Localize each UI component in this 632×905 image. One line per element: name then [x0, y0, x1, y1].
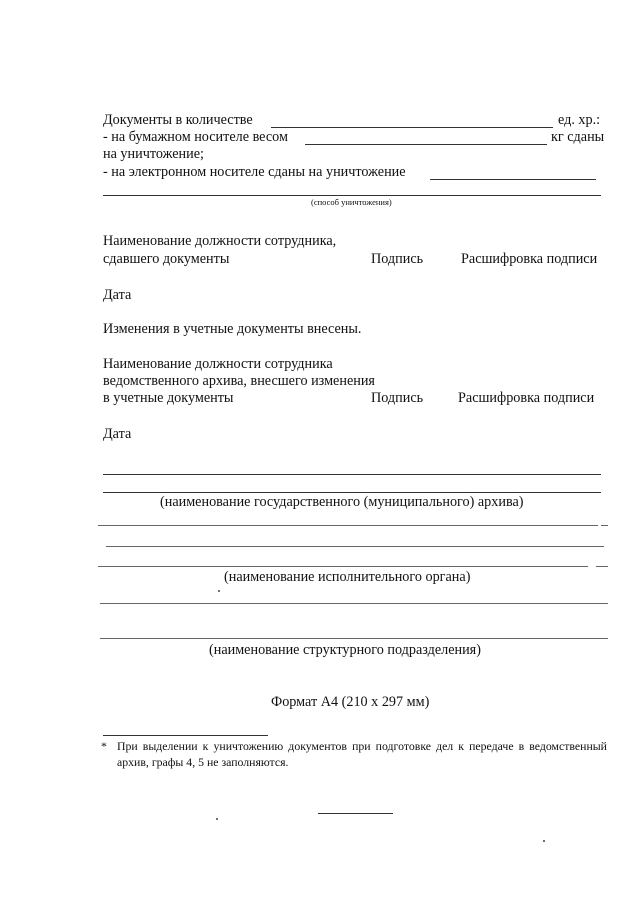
executive-body-field-1[interactable] — [98, 525, 598, 526]
scan-speck — [218, 590, 220, 592]
archive-position-line3: в учетные документы — [103, 390, 234, 406]
executive-body-field-3[interactable] — [98, 566, 588, 567]
state-archive-field-2[interactable] — [103, 492, 601, 493]
units-suffix: ед. хр.: — [558, 112, 601, 128]
handover-position-line1: Наименование должности сотрудника, — [103, 233, 337, 249]
destruction-method-caption: (способ уничтожения) — [311, 197, 392, 207]
executive-body-caption: (наименование исполнительного органа) — [224, 569, 471, 585]
paper-weight-suffix: кг сданы — [551, 129, 605, 145]
scan-speck-bottom-left — [216, 818, 218, 820]
executive-body-field-3-tail — [596, 566, 608, 567]
footnote-marker: * — [101, 739, 107, 753]
paper-line2: на уничтожение; — [103, 146, 204, 162]
handover-signature-decode-label: Расшифровка подписи — [461, 251, 598, 267]
archive-position-line2: ведомственного архива, внесшего изменения — [103, 373, 375, 389]
handover-signature-label: Подпись — [371, 251, 424, 267]
format-note: Формат А4 (210 х 297 мм) — [271, 694, 430, 710]
docs-count-label: Документы в количестве — [103, 112, 253, 128]
electronic-label: - на электронном носителе сданы на уничтожение — [103, 164, 406, 180]
structural-unit-field-1[interactable] — [100, 603, 608, 604]
page-end-divider — [318, 813, 393, 814]
structural-unit-caption: (наименование структурного подразделения) — [209, 642, 481, 658]
destruction-method-field[interactable] — [103, 195, 601, 196]
handover-date-label: Дата — [103, 287, 132, 303]
archive-date-label: Дата — [103, 426, 132, 442]
changes-statement: Изменения в учетные документы внесены. — [103, 321, 362, 337]
archive-signature-decode-label: Расшифровка подписи — [458, 390, 595, 406]
archive-signature-label: Подпись — [371, 390, 424, 406]
scan-speck-bottom-right — [543, 840, 545, 842]
paper-weight-field[interactable] — [305, 144, 547, 145]
electronic-field[interactable] — [430, 179, 596, 180]
executive-body-field-2[interactable] — [106, 546, 604, 547]
state-archive-field-1[interactable] — [103, 474, 601, 475]
structural-unit-field-2[interactable] — [100, 638, 608, 639]
archive-position-line1: Наименование должности сотрудника — [103, 356, 333, 372]
state-archive-caption: (наименование государственного (муниципального) архива) — [160, 494, 524, 510]
handover-position-line2: сдавшего документы — [103, 251, 230, 267]
paper-weight-label: - на бумажном носителе весом — [103, 129, 288, 145]
footnote-separator — [103, 735, 268, 736]
footnote-text: При выделении к уничтожению документов при подготовке дел к передаче в ведомственный архив, графы 4, 5 не заполняются. — [117, 739, 607, 769]
docs-count-field[interactable] — [271, 127, 553, 128]
executive-body-field-1-tail — [601, 525, 608, 526]
